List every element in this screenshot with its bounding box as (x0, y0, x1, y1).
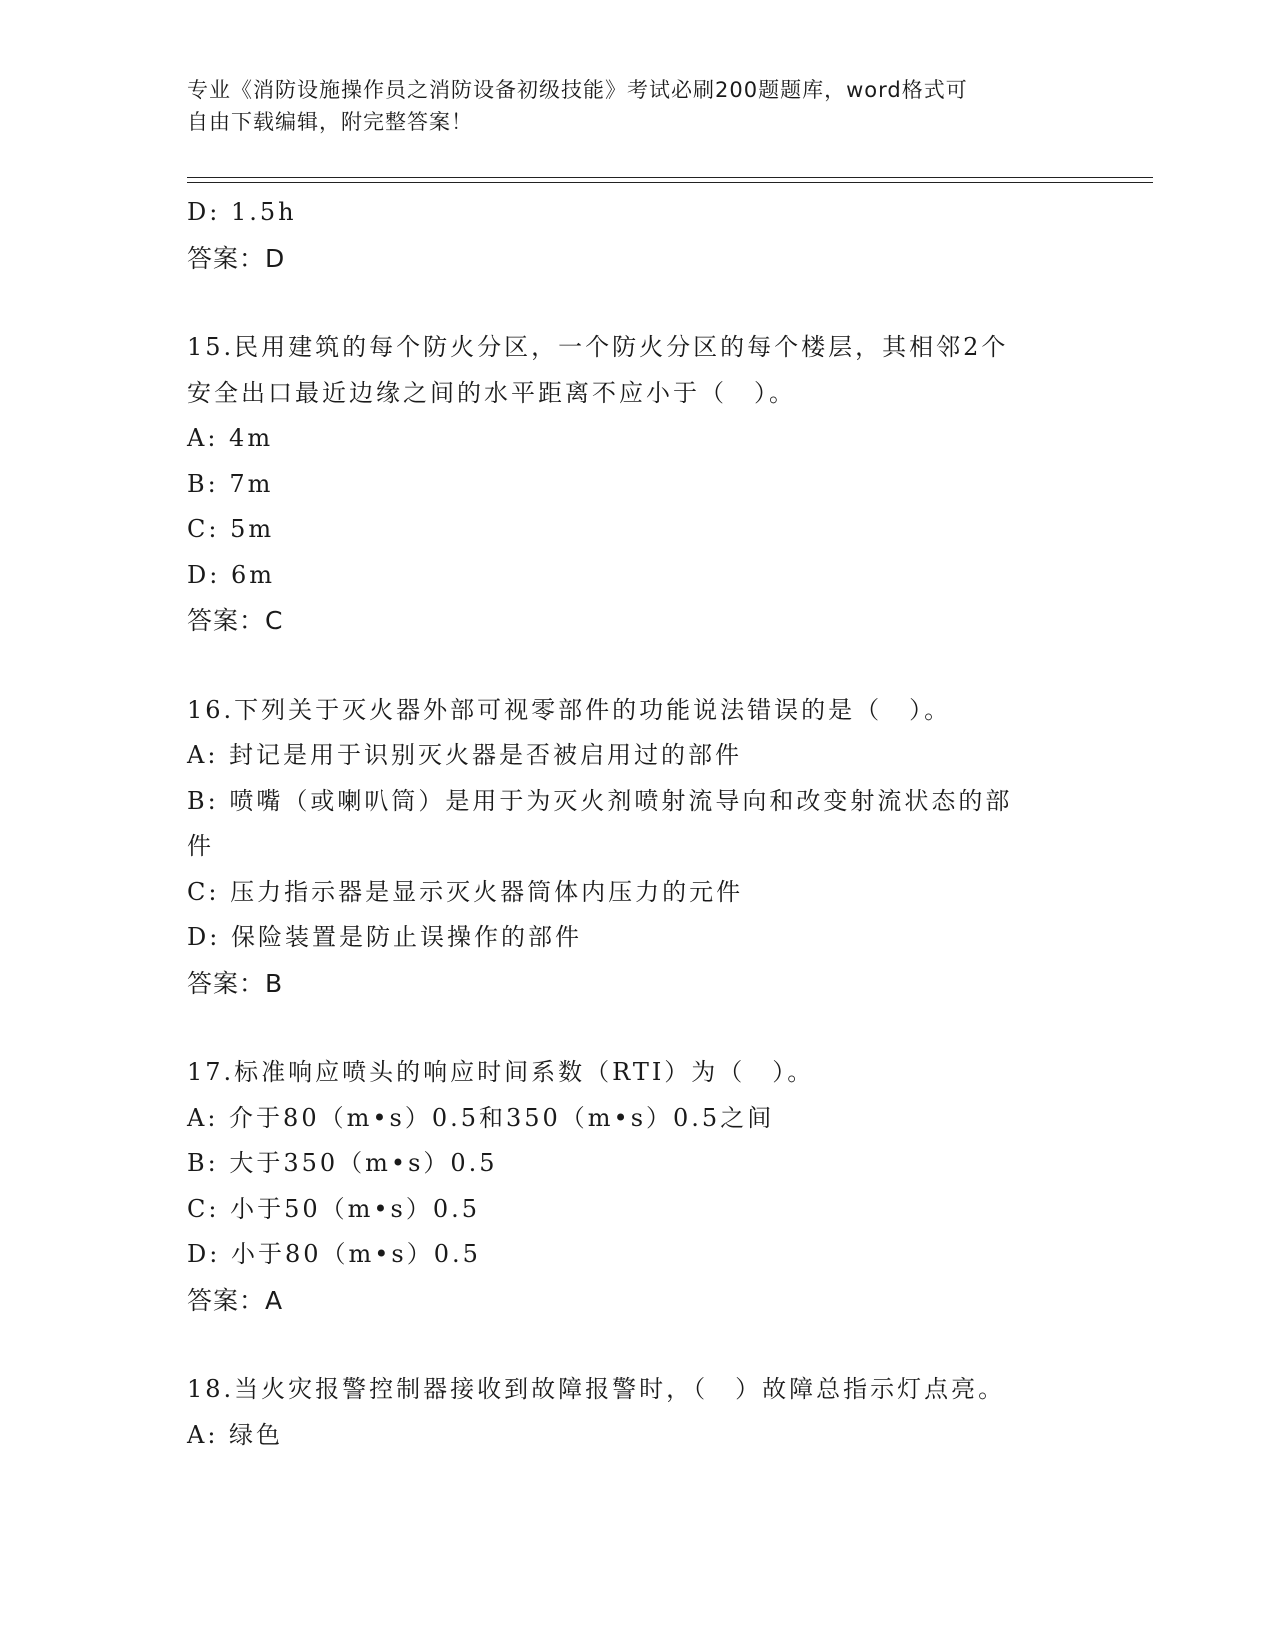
option-a: A: 4m (187, 424, 274, 452)
option-c: C: 小于50（m•s）0.5 (187, 1194, 481, 1223)
option-a: A: 介于80（m•s）0.5和350（m•s）0.5之间 (187, 1103, 775, 1132)
question-stem: 15.民用建筑的每个防火分区，一个防火分区的每个楼层，其相邻2个 (187, 333, 1009, 361)
option-d: D: 保险装置是防止误操作的部件 (187, 923, 582, 951)
header-line-1: 专业《消防设施操作员之消防设备初级技能》考试必刷200题题库，word格式可 (187, 78, 968, 102)
question-stem: 16.下列关于灭火器外部可视零部件的功能说法错误的是（ ）。 (187, 695, 952, 724)
option-c: C: 压力指示器是显示灭火器筒体内压力的元件 (187, 877, 744, 906)
option-a: A: 封记是用于识别灭火器是否被启用过的部件 (187, 741, 743, 769)
question-16 (187, 688, 1087, 1007)
question-17 (187, 1050, 1087, 1323)
header-line-2: 自由下载编辑，附完整答案！ (187, 110, 473, 134)
option-d: D: 1.5h (187, 198, 297, 226)
answer: 答案：B (187, 968, 284, 998)
question-stem: 18.当火灾报警控制器接收到故障报警时，（ ）故障总指示灯点亮。 (187, 1375, 1006, 1403)
option-a: A: 绿色 (187, 1420, 284, 1449)
option-b-continued: 件 (187, 832, 214, 860)
option-d: D: 小于80（m•s）0.5 (187, 1240, 481, 1268)
option-c: C: 5m (187, 515, 275, 543)
question-content (187, 190, 1087, 1458)
answer: 答案：D (187, 243, 286, 273)
question-stem: 17.标准响应喷头的响应时间系数（RTI）为（ ）。 (187, 1058, 815, 1086)
document-header (187, 74, 1067, 138)
option-b: B: 喷嘴（或喇叭筒）是用于为灭火剂喷射流导向和改变射流状态的部 (187, 786, 1013, 815)
option-d: D: 6m (187, 560, 275, 589)
option-b: B: 7m (187, 469, 274, 498)
option-b: B: 大于350（m•s）0.5 (187, 1149, 498, 1177)
question-18 (187, 1367, 1087, 1458)
header-rule-top (187, 177, 1153, 178)
previous-question-tail (187, 190, 1087, 281)
answer: 答案：C (187, 606, 284, 635)
question-15 (187, 325, 1087, 644)
header-rule-bottom (187, 182, 1153, 183)
question-stem: 安全出口最近边缘之间的水平距离不应小于（ ）。 (187, 378, 796, 407)
answer: 答案：A (187, 1285, 284, 1315)
